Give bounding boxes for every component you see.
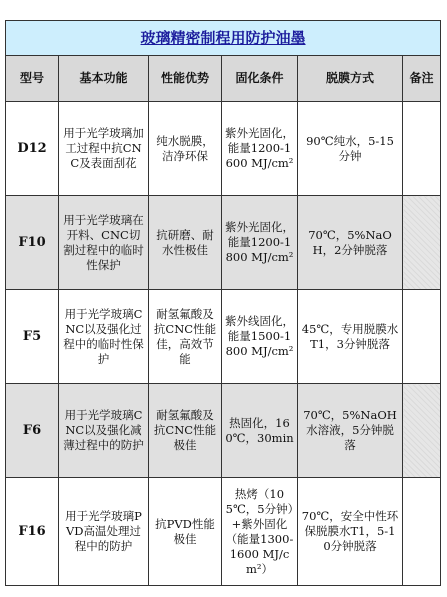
notes-cell xyxy=(403,196,441,290)
header-row xyxy=(6,56,441,102)
advantage-cell: 抗PVD性能极佳 xyxy=(149,478,222,586)
notes-cell xyxy=(403,290,441,384)
notes-cell xyxy=(403,478,441,586)
removal-cell: 70℃，5%NaOH水溶液，5分钟脱落 xyxy=(298,384,403,478)
curing-cell: 热烤（105℃，5分钟）+紫外固化（能量1300-1600 MJ/cm²） xyxy=(222,478,298,586)
notes-cell xyxy=(403,384,441,478)
curing-cell: 紫外光固化，能量1200-1600 MJ/cm² xyxy=(222,102,298,196)
title-row xyxy=(6,21,441,56)
advantage-cell: 纯水脱膜，洁净环保 xyxy=(149,102,222,196)
removal-cell: 70℃，5%NaOH，2分钟脱落 xyxy=(298,196,403,290)
function-cell: 用于光学玻璃PVD高温处理过程中的防护 xyxy=(59,478,149,586)
ink-spec-table xyxy=(5,20,441,586)
table-row xyxy=(6,102,441,196)
table-row xyxy=(6,478,441,586)
function-cell: 用于光学玻璃CNC以及强化减薄过程中的防护 xyxy=(59,384,149,478)
removal-cell: 45℃，专用脱膜水T1，3分钟脱落 xyxy=(298,290,403,384)
removal-cell: 70℃，安全中性环保脱膜水T1，5-10分钟脱落 xyxy=(298,478,403,586)
header-notes: 备注 xyxy=(403,56,441,102)
header-advantage: 性能优势 xyxy=(149,56,222,102)
table-row xyxy=(6,196,441,290)
curing-cell: 热固化，160℃，30min xyxy=(222,384,298,478)
model-cell: F5 xyxy=(6,290,59,384)
curing-cell: 紫外光固化，能量1200-1800 MJ/cm² xyxy=(222,196,298,290)
table-row xyxy=(6,384,441,478)
model-cell: F6 xyxy=(6,384,59,478)
header-removal: 脱膜方式 xyxy=(298,56,403,102)
advantage-cell: 耐氢氟酸及抗CNC性能佳，高效节能 xyxy=(149,290,222,384)
model-cell: F10 xyxy=(6,196,59,290)
header-model: 型号 xyxy=(6,56,59,102)
model-cell: F16 xyxy=(6,478,59,586)
model-cell: D12 xyxy=(6,102,59,196)
header-function: 基本功能 xyxy=(59,56,149,102)
ink-spec-table-container xyxy=(5,20,441,586)
advantage-cell: 抗研磨、耐水性极佳 xyxy=(149,196,222,290)
table-title: 玻璃精密制程用防护油墨 xyxy=(6,21,441,56)
curing-cell: 紫外线固化，能量1500-1800 MJ/cm² xyxy=(222,290,298,384)
header-curing: 固化条件 xyxy=(222,56,298,102)
removal-cell: 90℃纯水，5-15分钟 xyxy=(298,102,403,196)
function-cell: 用于光学玻璃在开料、CNC切割过程中的临时性保护 xyxy=(59,196,149,290)
table-row xyxy=(6,290,441,384)
function-cell: 用于光学玻璃加工过程中抗CNC及表面刮花 xyxy=(59,102,149,196)
advantage-cell: 耐氢氟酸及抗CNC性能极佳 xyxy=(149,384,222,478)
notes-cell xyxy=(403,102,441,196)
function-cell: 用于光学玻璃CNC以及强化过程中的临时性保护 xyxy=(59,290,149,384)
